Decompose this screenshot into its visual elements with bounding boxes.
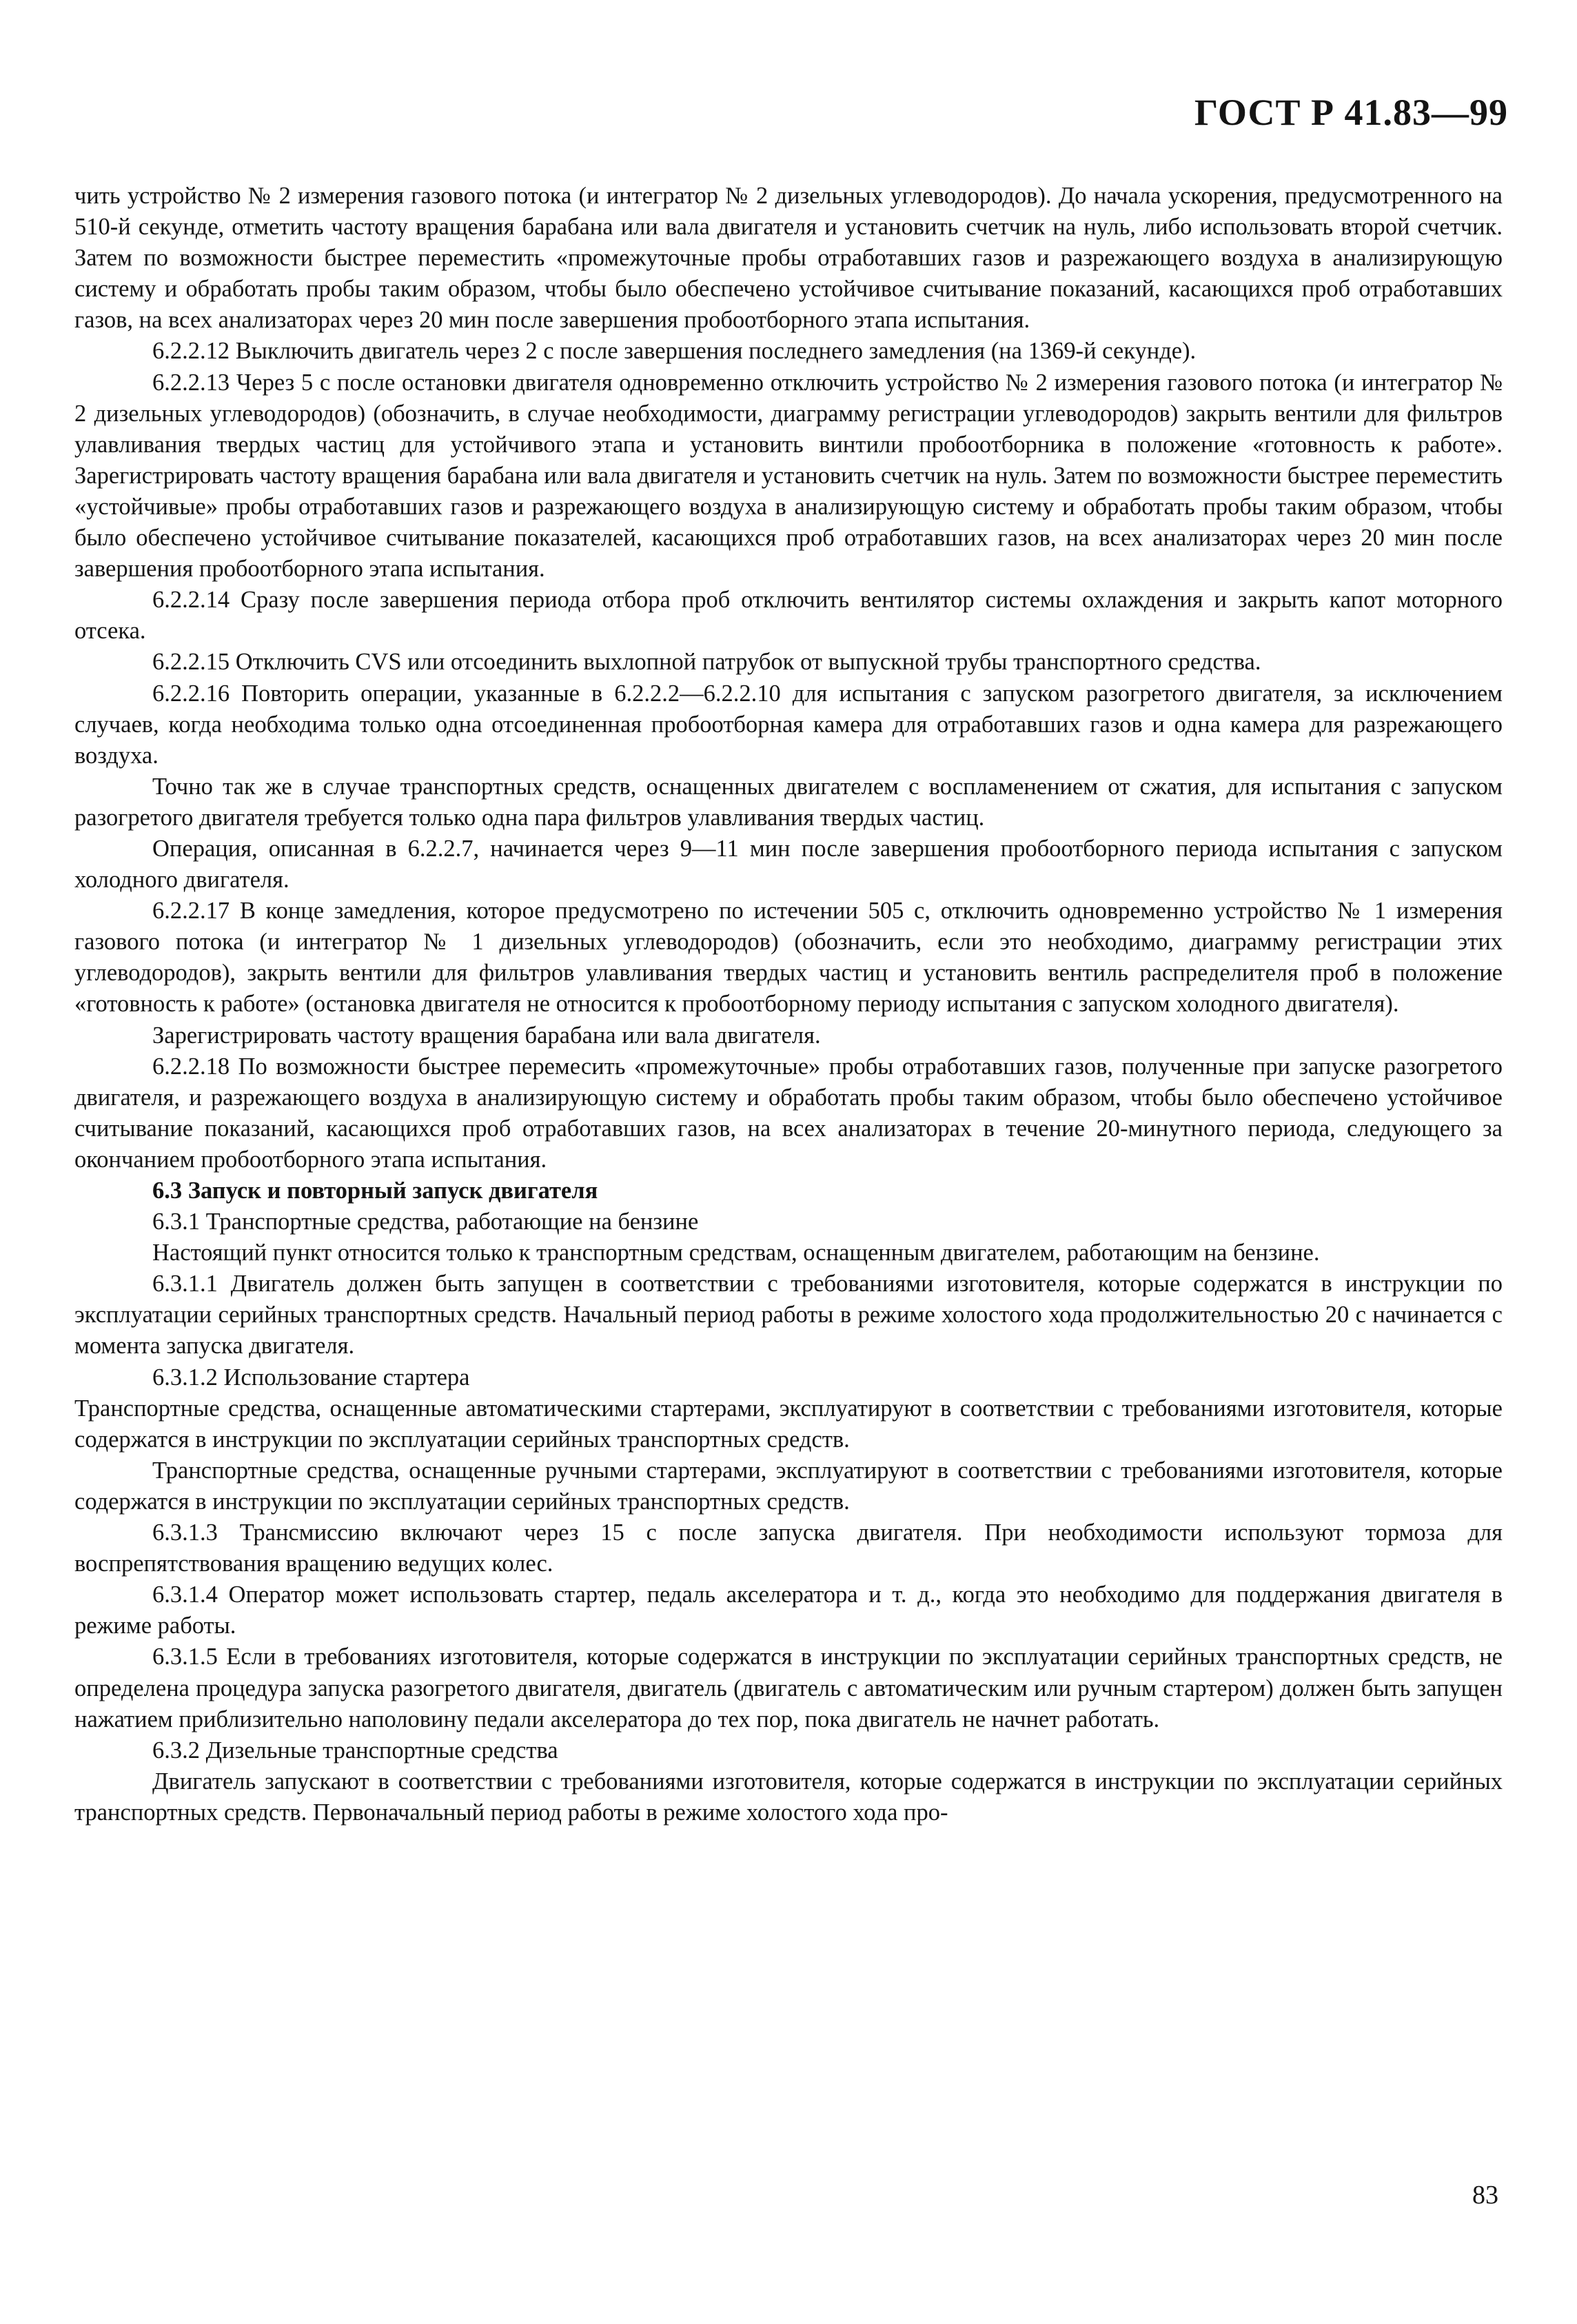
- paragraph: Операция, описанная в 6.2.2.7, начинается через 9—11 мин после завершения пробоотборного периода испытания с запуском холодного двигателя.: [74, 835, 1503, 893]
- paragraph: 6.2.2.15 Отключить CVS или отсоединить выхлопной патрубок от выпускной трубы транспортного средства.: [152, 649, 1261, 676]
- subsection-heading: 6.3.1.2 Использование стартера: [152, 1364, 470, 1391]
- paragraph: 6.3.1.5 Если в требованиях изготовителя, которые содержатся в инструкции по эксплуатации серийных транспортных средств, не определена процедура запуска разогретого двигателя, двигатель (двигатель с автоматическим или ручным стартером) должен быть запущен нажатием приблизительно наполовину педали акселератора до тех пор, пока двигатель не начнет работать.: [74, 1644, 1503, 1732]
- section-heading: 6.3 Запуск и повторный запуск двигателя: [152, 1178, 598, 1204]
- page-number: 83: [1472, 2181, 1498, 2210]
- paragraph: 6.3.1.1 Двигатель должен быть запущен в соответствии с требованиями изготовителя, которые содержатся в инструкции по эксплуатации серийных транспортных средств. Начальный период работы в режиме холостого хода продолжительностью 20 с начинается с момента запуска двигателя.: [74, 1271, 1503, 1360]
- paragraph: 6.2.2.16 Повторить операции, указанные в 6.2.2.2—6.2.2.10 для испытания с запуском разогретого двигателя, за исключением случаев, когда необходима только одна отсоединенная пробоотборная камера для отработавших газов и одна камера для разрежающего воздуха.: [74, 680, 1503, 769]
- paragraph: 6.2.2.12 Выключить двигатель через 2 с после завершения последнего замедления (на 1369-й секунде).: [152, 338, 1197, 365]
- paragraph: чить устройство № 2 измерения газового потока (и интегратор № 2 дизельных углеводородов). До начала ускорения, предусмотренного на 510-й секунде, отметить частоту вращения барабана или вала двигателя и установить счетчик на нуль, либо использовать второй счетчик. Затем по возможности быстрее переместить «промежуточные пробы отработавших газов и разрежающего воздуха в анализирующую систему и обработать пробы таким образом, чтобы было обеспечено устойчивое считывание показаний, касающихся проб отработавших газов, на всех анализаторах через 20 мин после завершения пробоотборного этапа испытания.: [74, 183, 1503, 334]
- paragraph: Зарегистрировать частоту вращения барабана или вала двигателя.: [152, 1022, 821, 1049]
- subsection-heading: 6.3.2 Дизельные транспортные средства: [152, 1737, 558, 1764]
- document-body: [74, 181, 1503, 1828]
- paragraph: Транспортные средства, оснащенные ручными стартерами, эксплуатируют в соответствии с требованиями изготовителя, которые содержатся в инструкции по эксплуатации серийных транспортных средств.: [74, 1457, 1503, 1515]
- paragraph: 6.2.2.18 По возможности быстрее перемесить «промежуточные» пробы отработавших газов, полученные при запуске разогретого двигателя, и разрежающего воздуха в анализирующую систему и обработать пробы таким образом, чтобы было обеспечено устойчивое считывание показаний, касающихся проб отработавших газов, на всех анализаторах в течение 20-минутного периода, следующего за окончанием пробоотборного этапа испытания.: [74, 1053, 1503, 1173]
- paragraph: Двигатель запускают в соответствии с требованиями изготовителя, которые содержатся в инструкции по эксплуатации серийных транспортных средств. Первоначальный период работы в режиме холостого хода про-: [74, 1768, 1503, 1826]
- subsection-heading: 6.3.1 Транспортные средства, работающие на бензине: [152, 1209, 699, 1235]
- paragraph: 6.2.2.17 В конце замедления, которое предусмотрено по истечении 505 с, отключить одновременно устройство № 1 измерения газового потока (и интегратор № 1 дизельных углеводородов) (обозначить, если это необходимо, диаграмму регистрации этих углеводородов), закрыть вентили для фильтров улавливания твердых частиц и установить вентиль распределителя проб в положение «готовность к работе» (остановка двигателя не относится к пробоотборному периоду испытания с запуском холодного двигателя).: [74, 898, 1503, 1018]
- paragraph: Транспортные средства, оснащенные автоматическими стартерами, эксплуатируют в соответствии с требованиями изготовителя, которые содержатся в инструкции по эксплуатации серийных транспортных средств.: [74, 1395, 1503, 1453]
- paragraph: 6.3.1.4 Оператор может использовать стартер, педаль акселератора и т. д., когда это необходимо для поддержания двигателя в режиме работы.: [74, 1582, 1503, 1639]
- paragraph: 6.2.2.13 Через 5 с после остановки двигателя одновременно отключить устройство № 2 измерения газового потока (и интегратор № 2 дизельных углеводородов) (обозначить, в случае необходимости, диаграмму регистрации углеводородов) закрыть вентили для фильтров улавливания твердых частиц для устойчивого этапа и установить винтили пробоотборника в положение «готовность к работе». Зарегистрировать частоту вращения барабана или вала двигателя и установить счетчик на нуль. Затем по возможности быстрее переместить «устойчивые» пробы отработавших газов и разрежающего воздуха в анализирующую систему и обработать пробы таким образом, чтобы было обеспечено устойчивое считывание показателей, касающихся проб отработавших газов, на всех анализаторах через 20 мин после завершения пробоотборного этапа испытания.: [74, 369, 1503, 583]
- paragraph: Точно так же в случае транспортных средств, оснащенных двигателем с воспламенением от сжатия, для испытания с запуском разогретого двигателя требуется только одна пара фильтров улавливания твердых частиц.: [74, 773, 1503, 831]
- paragraph: Настоящий пункт относится только к транспортным средствам, оснащенным двигателем, работающим на бензине.: [152, 1240, 1320, 1266]
- paragraph: 6.2.2.14 Сразу после завершения периода отбора проб отключить вентилятор системы охлаждения и закрыть капот моторного отсека.: [74, 587, 1503, 645]
- paragraph: 6.3.1.3 Трансмиссию включают через 15 с после запуска двигателя. При необходимости используют тормоза для воспрепятствования вращению ведущих колес.: [74, 1519, 1503, 1577]
- document-header: ГОСТ Р 41.83—99: [1194, 92, 1508, 133]
